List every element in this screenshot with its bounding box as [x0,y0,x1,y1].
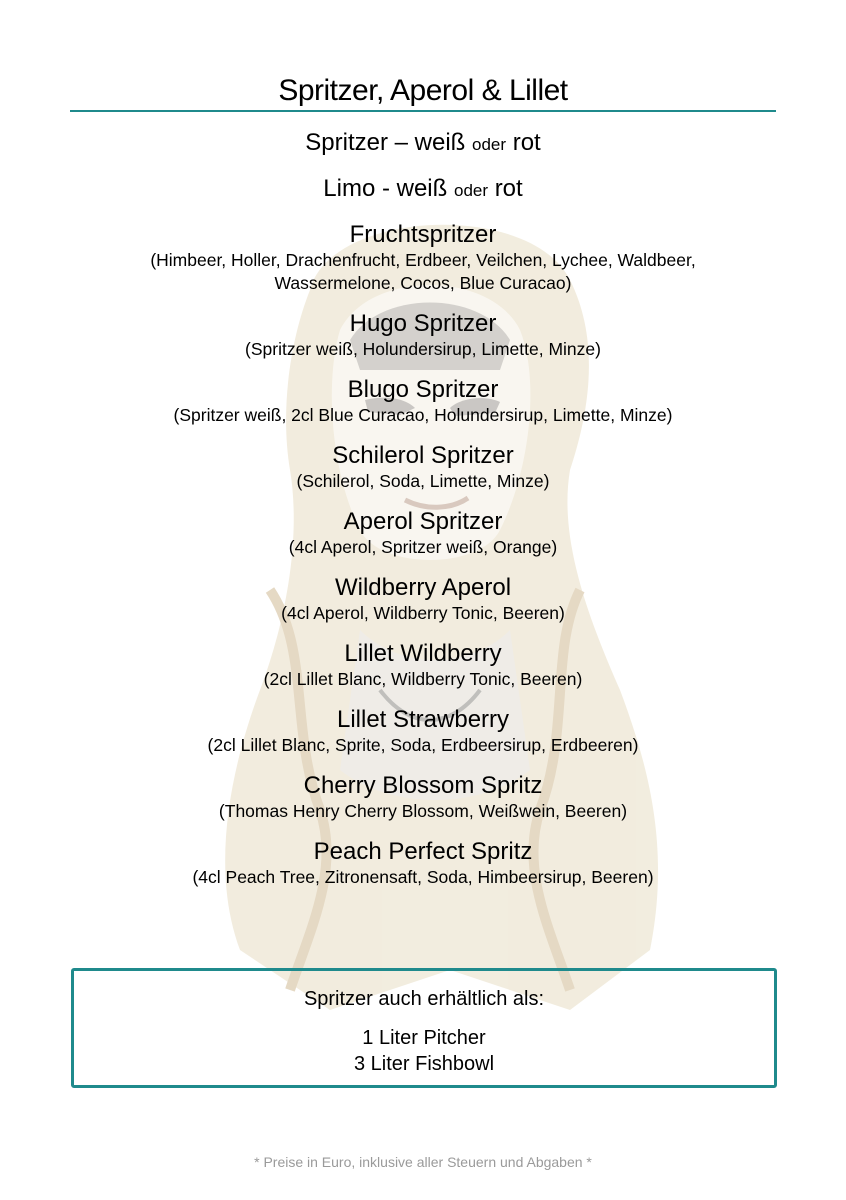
menu-item [0,174,846,205]
menu-item-name: Limo - weiß oder rot [323,175,523,202]
menu-item-description: (Spritzer weiß, 2cl Blue Curacao, Holundersirup, Limette, Minze) [173,405,673,425]
title-divider [70,110,776,112]
menu-item-name: Wildberry Aperol [334,574,512,601]
menu-item [0,309,846,361]
drinks-menu [0,128,846,903]
availability-option: 3 Liter Fishbowl [353,1053,495,1075]
menu-item [0,705,846,757]
menu-item [0,639,846,691]
menu-item [0,128,846,159]
menu-item [0,507,846,559]
menu-item [0,375,846,427]
availability-heading: Spritzer auch erhältlich als: [303,988,545,1010]
availability-box [71,968,777,1088]
price-note: * Preise in Euro, inklusive aller Steuern und Abgaben * [254,1154,592,1170]
menu-item-name: Hugo Spritzer [349,310,497,337]
menu-item-description: (Thomas Henry Cherry Blossom, Weißwein, Beeren) [218,801,628,821]
menu-item-name: Blugo Spritzer [347,376,499,403]
menu-item-name: Cherry Blossom Spritz [303,772,543,799]
menu-item-name: Fruchtspritzer [349,221,497,248]
menu-item-description: (4cl Peach Tree, Zitronensaft, Soda, Himbeersirup, Beeren) [192,867,654,887]
menu-item-description: (4cl Aperol, Spritzer weiß, Orange) [288,537,558,557]
menu-item-name: Spritzer – weiß oder rot [305,129,541,156]
menu-item-description: Wassermelone, Cocos, Blue Curacao) [274,273,572,293]
menu-item [0,220,846,295]
menu-item-description: (2cl Lillet Blanc, Wildberry Tonic, Beeren) [263,669,583,689]
menu-item-name: Schilerol Spritzer [332,442,514,469]
menu-item-name: Aperol Spritzer [343,508,503,535]
menu-item [0,837,846,889]
menu-item-description: (Himbeer, Holler, Drachenfrucht, Erdbeer, Veilchen, Lychee, Waldbeer, [150,250,696,270]
menu-item [0,441,846,493]
page-title: Spritzer, Aperol & Lillet [278,74,568,107]
menu-item-description: (Spritzer weiß, Holundersirup, Limette, Minze) [245,339,601,359]
menu-item-name: Lillet Strawberry [336,706,510,733]
menu-item-name: Peach Perfect Spritz [313,838,533,865]
menu-item [0,573,846,625]
availability-option: 1 Liter Pitcher [362,1027,486,1049]
menu-item-description: (4cl Aperol, Wildberry Tonic, Beeren) [281,603,565,623]
menu-item-description: (Schilerol, Soda, Limette, Minze) [296,471,550,491]
availability-options [74,1025,774,1077]
menu-item-name: Lillet Wildberry [344,640,502,667]
menu-item [0,771,846,823]
menu-item-description: (2cl Lillet Blanc, Sprite, Soda, Erdbeersirup, Erdbeeren) [207,735,639,755]
